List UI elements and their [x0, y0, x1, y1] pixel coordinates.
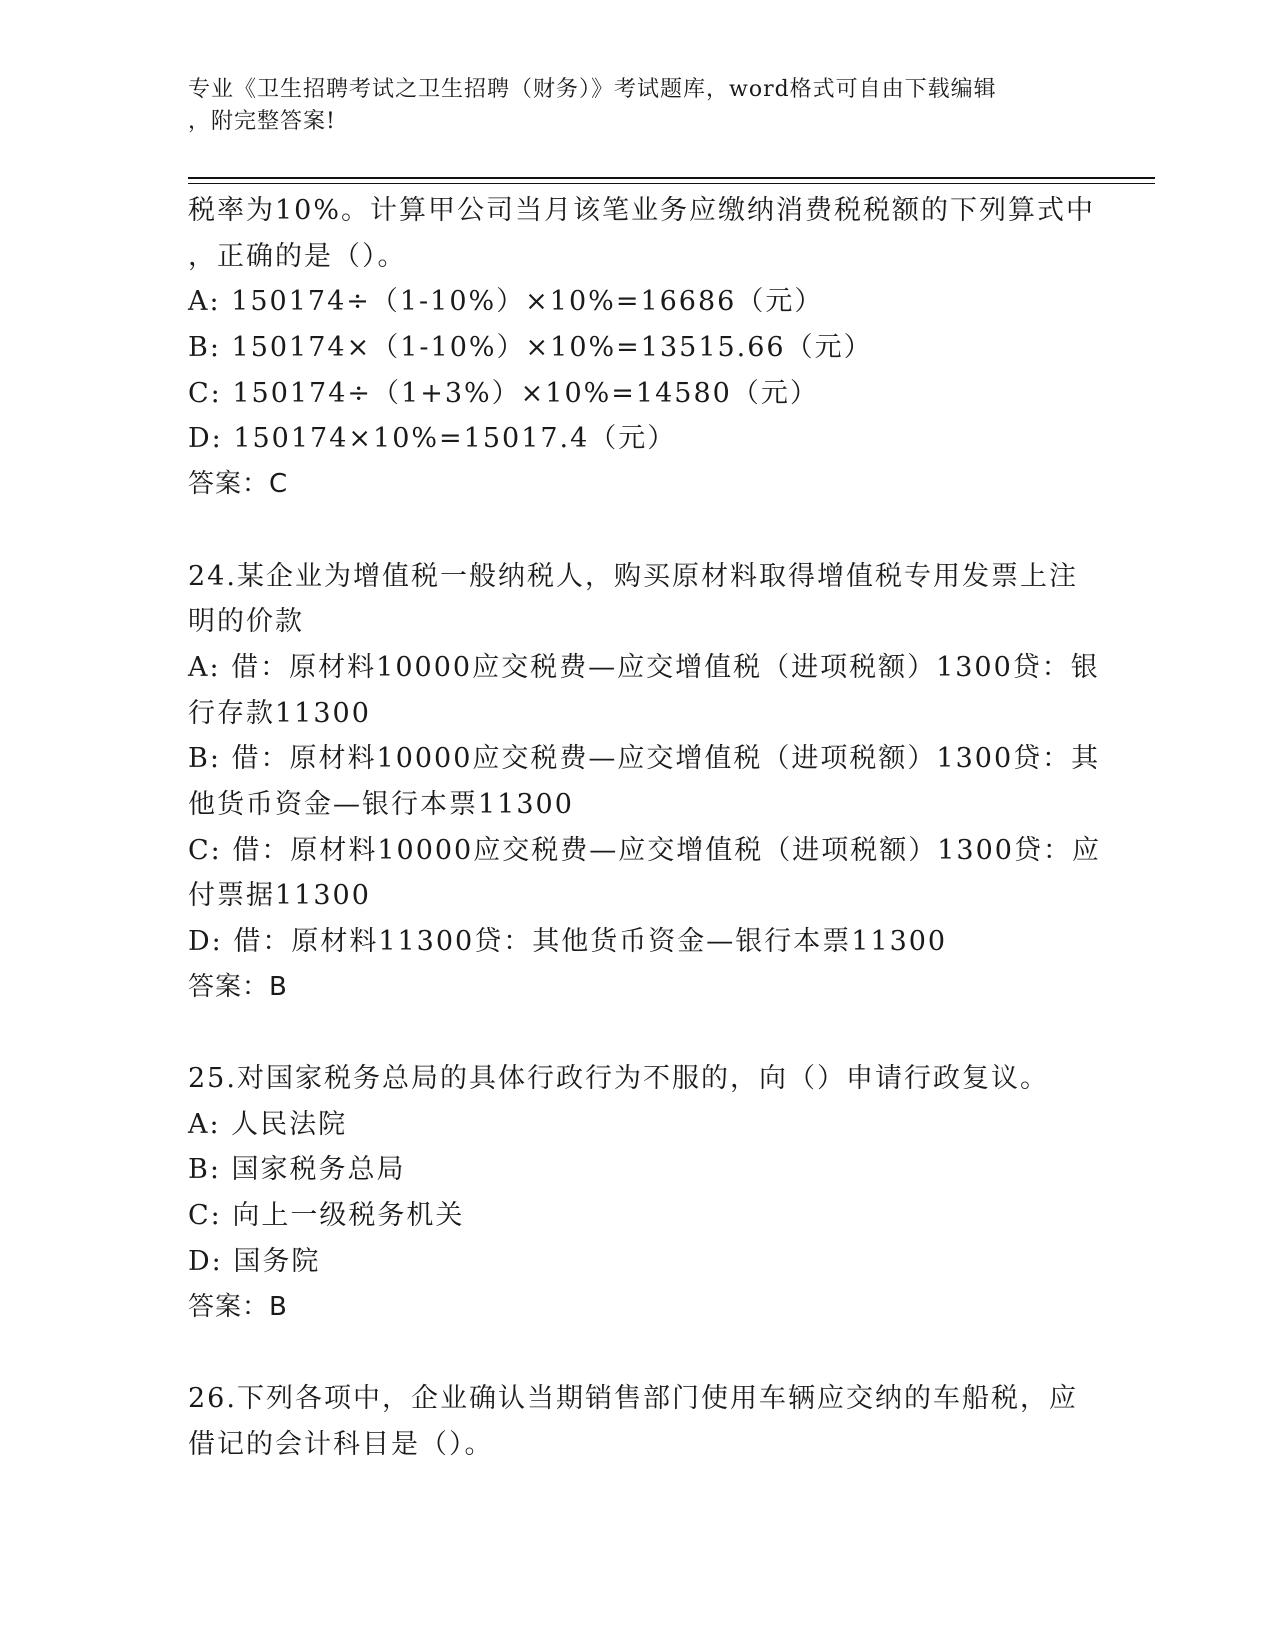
question-stem-line: 25.对国家税务总局的具体行政行为不服的，向（）申请行政复议。 — [188, 1063, 1049, 1095]
option-b: B: 国家税务总局 — [188, 1154, 406, 1186]
page-header — [188, 74, 1068, 138]
spacer — [188, 1330, 1088, 1376]
answer-line: 答案：B — [188, 1291, 288, 1322]
option-c: C: 向上一级税务机关 — [188, 1200, 465, 1232]
question-stem-line: 借记的会计科目是（）。 — [188, 1428, 494, 1460]
spacer — [188, 508, 1088, 554]
question-stem-line: 26.下列各项中，企业确认当期销售部门使用车辆应交纳的车船税，应 — [188, 1382, 1078, 1414]
option-a: A: 人民法院 — [188, 1108, 348, 1140]
question-content — [188, 188, 1101, 1467]
option-c: C: 150174÷（1+3%）×10%=14580（元） — [188, 377, 819, 409]
header-title-line2: ，附完整答案! — [188, 109, 336, 134]
spacer — [188, 1010, 1088, 1056]
question-25 — [188, 1056, 1088, 1330]
option-d: D: 150174×10%=15017.4（元） — [188, 423, 677, 455]
header-divider-thin — [188, 183, 1155, 184]
question-stem-line: ，正确的是（）。 — [188, 240, 407, 272]
option-d: D: 借：原材料11300贷：其他货币资金—银行本票11300 — [188, 926, 948, 957]
header-title-line1: 专业《卫生招聘考试之卫生招聘（财务）》考试题库，word格式可自由下载编辑 — [188, 77, 997, 102]
answer-line: 答案：B — [188, 971, 288, 1002]
option-c-line: 付票据11300 — [188, 880, 371, 912]
question-26 — [188, 1376, 1088, 1467]
option-a-line: 行存款11300 — [188, 697, 371, 729]
option-d: D: 国务院 — [188, 1245, 321, 1277]
answer-line: 答案：C — [188, 469, 289, 500]
question-23 — [188, 188, 1096, 508]
option-b-line: 他货币资金—银行本票11300 — [188, 788, 574, 820]
header-divider-thick — [188, 177, 1155, 179]
option-b-line: B: 借：原材料10000应交税费—应交增值税（进项税额）1300贷：其 — [188, 743, 1101, 775]
question-24 — [188, 554, 1101, 1011]
option-b: B: 150174×（1-10%）×10%=13515.66（元） — [188, 332, 873, 364]
option-a-line: A: 借：原材料10000应交税费—应交增值税（进项税额）1300贷：银 — [188, 651, 1100, 683]
question-stem-line: 税率为10%。计算甲公司当月该笔业务应缴纳消费税税额的下列算式中 — [188, 195, 1096, 226]
option-c-line: C: 借：原材料10000应交税费—应交增值税（进项税额）1300贷：应 — [188, 834, 1101, 866]
question-stem-line: 明的价款 — [188, 606, 304, 638]
option-a: A: 150174÷（1-10%）×10%=16686（元） — [188, 286, 824, 318]
question-stem-line: 24.某企业为增值税一般纳税人，购买原材料取得增值税专用发票上注 — [188, 560, 1078, 592]
